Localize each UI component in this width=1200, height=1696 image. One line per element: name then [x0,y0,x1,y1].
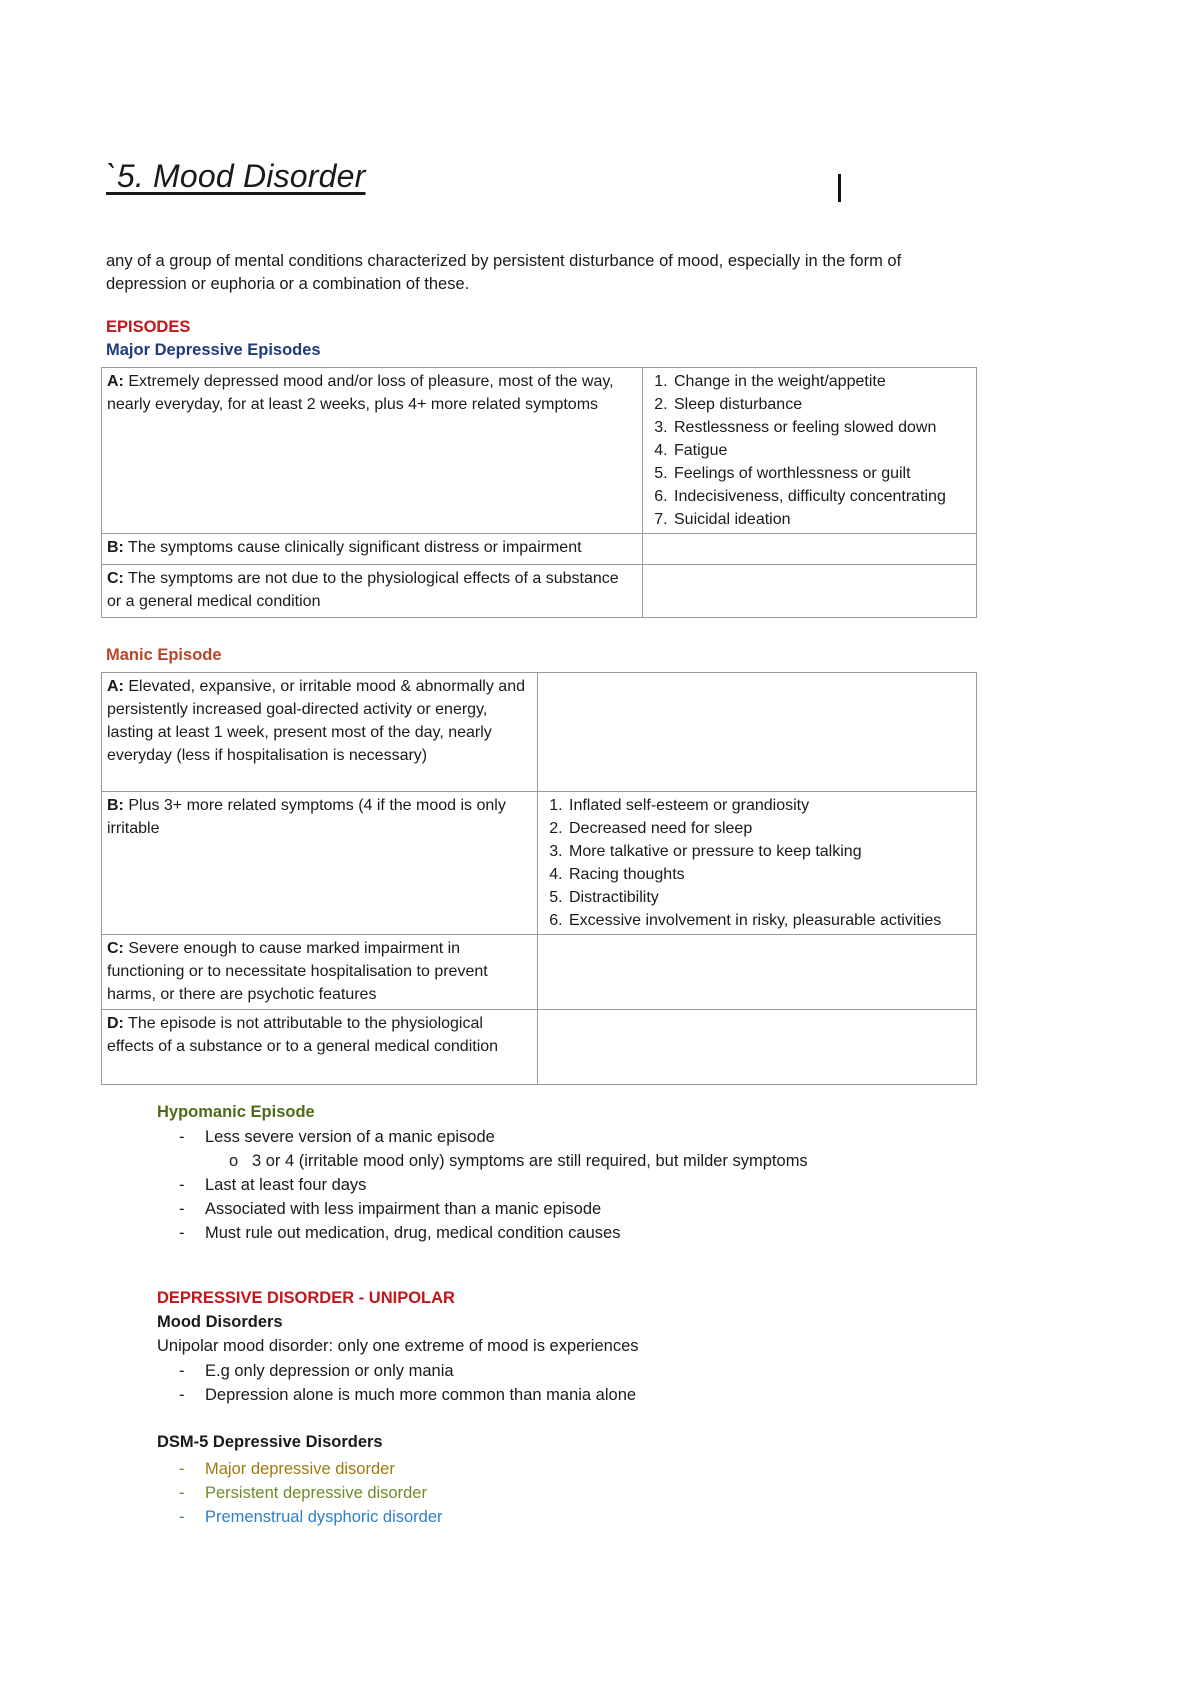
dash-bullet: - [179,1508,185,1526]
criterion-cell [102,565,643,618]
list-item: 6. Indecisiveness, difficulty concentrating [672,485,971,508]
symptoms-list [543,794,971,932]
criterion-cell [102,792,538,935]
table-row [102,368,977,534]
list-item: 4. Fatigue [672,439,971,462]
dash-bullet: - [179,1460,185,1478]
page-title: `5. Mood Disorder [106,158,366,194]
mood-disorders-subheading: Mood Disorders [157,1313,283,1331]
empty-cell [643,565,977,618]
dash-bullet: - [179,1176,185,1194]
hypomanic-heading: Hypomanic Episode [157,1103,315,1121]
list-item-text: Depression alone is much more common than mania alone [205,1386,637,1404]
criterion-text: The symptoms cause clinically significant distress or impairment [123,539,582,556]
criterion-text: Elevated, expansive, or irritable mood & abnormally and persistently increased goal-directed activity or energy, lasting at least 1 week, present most of the day, nearly everyday (less if hospitalisation is necessary) [107,678,525,764]
list-item: 3. Restlessness or feeling slowed down [672,416,971,439]
dash-bullet: - [179,1484,185,1502]
list-item: 1. Inflated self-esteem or grandiosity [567,794,971,817]
manic-episode-heading: Manic Episode [106,646,222,664]
depressive-disorder-heading: DEPRESSIVE DISORDER - UNIPOLAR [157,1289,455,1307]
empty-cell [538,673,977,792]
table-row [102,1010,977,1085]
criterion-letter: A: [107,678,124,695]
criterion-text: The symptoms are not due to the physiological effects of a substance or a general medical condition [107,570,619,610]
major-depressive-table [101,367,977,618]
list-item [157,1457,1057,1481]
list-item: 2. Sleep disturbance [672,393,971,416]
dash-bullet: - [179,1224,185,1242]
criterion-cell [102,534,643,565]
list-item [157,1359,1057,1383]
list-item: 6. Excessive involvement in risky, pleasurable activities [567,909,971,932]
sub-list-item [157,1149,1057,1173]
empty-cell [538,1010,977,1085]
criterion-cell [102,368,643,534]
dash-bullet: - [179,1386,185,1404]
list-item-text: 3 or 4 (irritable mood only) symptoms are still required, but milder symptoms [252,1152,808,1170]
criterion-text: The episode is not attributable to the physiological effects of a substance or to a general medical condition [107,1015,499,1055]
criterion-letter: A: [107,373,124,390]
list-item-text: Must rule out medication, drug, medical condition causes [205,1224,621,1242]
list-item: 5. Feelings of worthlessness or guilt [672,462,971,485]
manic-episode-table [101,672,977,1085]
criterion-letter: C: [107,570,124,587]
criterion-cell [102,935,538,1010]
dash-bullet: - [179,1362,185,1380]
list-item [157,1505,1057,1529]
criterion-letter: D: [107,1015,124,1032]
criterion-text: Plus 3+ more related symptoms (4 if the mood is only irritable [107,797,506,837]
list-item [157,1221,1057,1245]
intro-paragraph: any of a group of mental conditions characterized by persistent disturbance of mood, especially in the form of depression or euphoria or a combination of these. [106,252,902,293]
table-row [102,935,977,1010]
list-item: 5. Distractibility [567,886,971,909]
criterion-text: Extremely depressed mood and/or loss of pleasure, most of the way, nearly everyday, for at least 2 weeks, plus 4+ more related symptoms [107,373,614,413]
symptoms-list [648,370,971,531]
hypomanic-list [157,1125,1057,1245]
list-item: 4. Racing thoughts [567,863,971,886]
empty-cell [643,534,977,565]
list-item-text: E.g only depression or only mania [205,1362,454,1380]
table-row [102,673,977,792]
list-item [157,1481,1057,1505]
criterion-text: Severe enough to cause marked impairment in functioning or to necessitate hospitalisation to prevent harms, or there are psychotic features [107,940,488,1003]
symptoms-cell [643,368,977,534]
circle-bullet: o [229,1152,239,1170]
table-row [102,565,977,618]
list-item [157,1125,1057,1149]
list-item: 1. Change in the weight/appetite [672,370,971,393]
list-item-text: Premenstrual dysphoric disorder [205,1508,443,1526]
criterion-cell [102,673,538,792]
list-item: 2. Decreased need for sleep [567,817,971,840]
criterion-letter: B: [107,539,124,556]
list-item: 3. More talkative or pressure to keep talking [567,840,971,863]
list-item-text: Last at least four days [205,1176,367,1194]
text-cursor [838,174,841,202]
criterion-letter: B: [107,797,124,814]
major-depressive-heading: Major Depressive Episodes [106,341,321,359]
table-row [102,792,977,935]
list-item [157,1383,1057,1407]
dsm5-heading: DSM-5 Depressive Disorders [157,1433,383,1451]
dash-bullet: - [179,1128,185,1146]
symptoms-cell [538,792,977,935]
dash-bullet: - [179,1200,185,1218]
episodes-heading: EPISODES [106,318,191,336]
list-item-text: Persistent depressive disorder [205,1484,427,1502]
list-item [157,1197,1057,1221]
unipolar-definition: Unipolar mood disorder: only one extreme of mood is experiences [157,1337,639,1355]
criterion-letter: C: [107,940,124,957]
list-item [157,1173,1057,1197]
list-item-text: Less severe version of a manic episode [205,1128,495,1146]
list-item: 7. Suicidal ideation [672,508,971,531]
list-item-text: Major depressive disorder [205,1460,395,1478]
criterion-cell [102,1010,538,1085]
table-row [102,534,977,565]
list-item-text: Associated with less impairment than a manic episode [205,1200,602,1218]
unipolar-list [157,1359,1057,1407]
dsm5-list [157,1457,1057,1529]
empty-cell [538,935,977,1010]
